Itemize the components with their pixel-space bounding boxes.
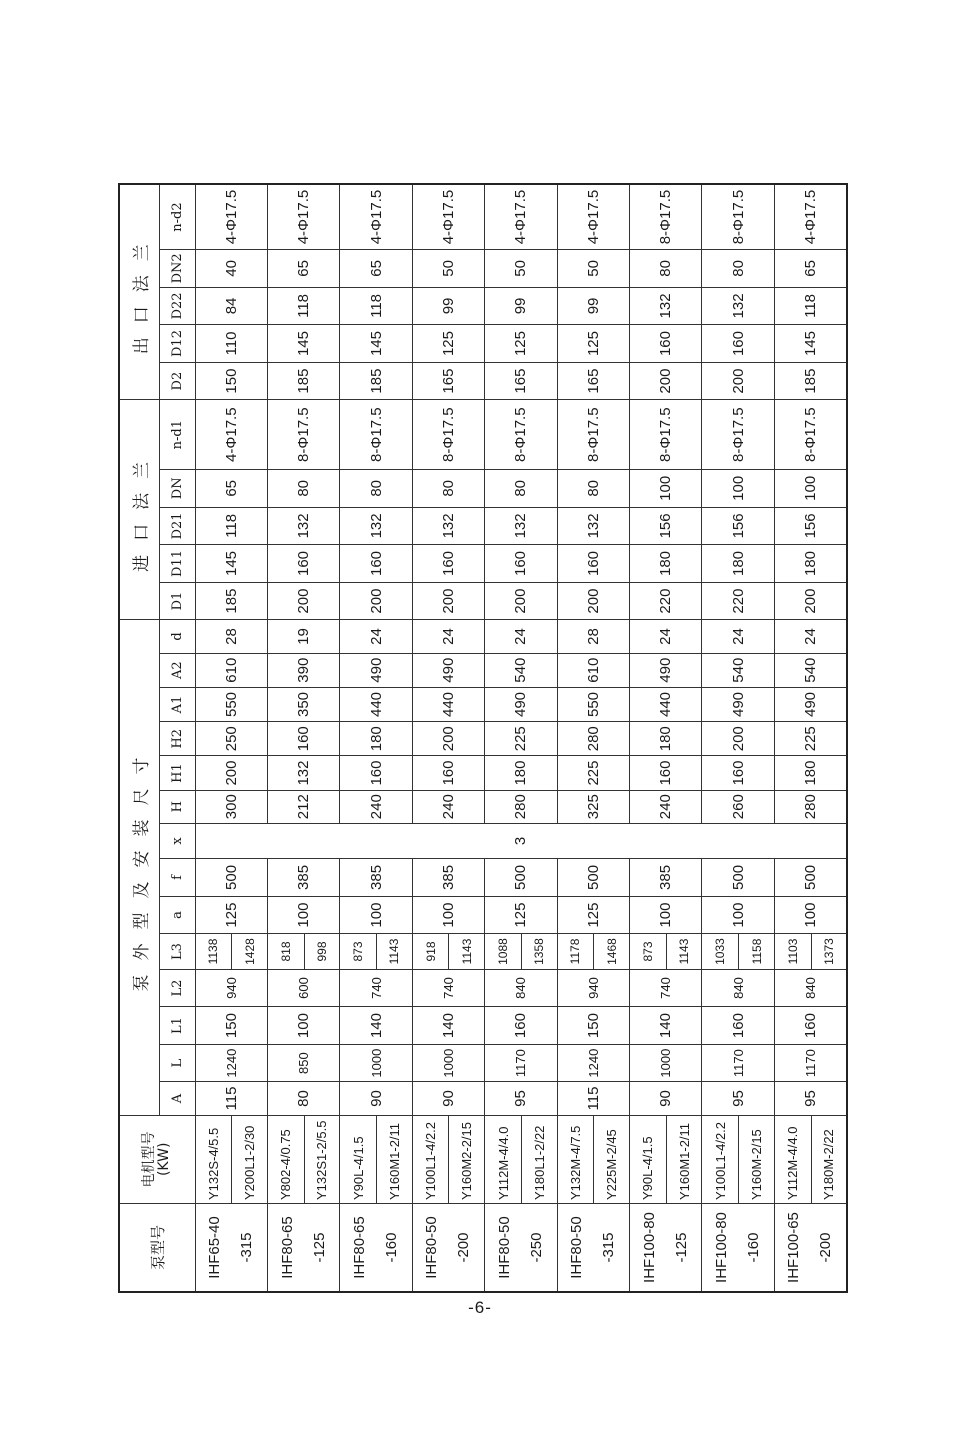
- cell-a1: 440: [412, 687, 484, 721]
- cell-h: 240: [340, 790, 412, 823]
- cell-d21: 132: [485, 507, 557, 545]
- cell-a1: 490: [485, 687, 557, 721]
- cell-a2: 540: [774, 653, 847, 687]
- motor-unit-label: (KW): [156, 1142, 173, 1177]
- col-header-L: L: [159, 1044, 195, 1082]
- cell-l: 1240: [557, 1044, 629, 1082]
- cell-d21: 156: [630, 507, 702, 545]
- cell-a: 95: [485, 1082, 557, 1115]
- cell-a: 100: [774, 896, 847, 934]
- cell-m2: Y180L1-2/22: [521, 1115, 557, 1203]
- cell-l2: 940: [557, 969, 629, 1007]
- cell-dn2: 80: [702, 250, 774, 288]
- cell-h: 280: [485, 790, 557, 823]
- cell-nd1: 8-Φ17.5: [702, 400, 774, 470]
- cell-m1: Y132M-4/7.5: [557, 1115, 594, 1203]
- cell-d1: 200: [485, 582, 557, 620]
- cell-l: 1000: [340, 1044, 412, 1082]
- cell-d22: 99: [557, 287, 629, 325]
- cell-pump: IHF100-80 -125: [630, 1204, 702, 1292]
- cell-a1: 550: [195, 687, 267, 721]
- cell-d1: 200: [412, 582, 484, 620]
- cell-dn2: 40: [195, 250, 267, 288]
- cell-d: 24: [412, 620, 484, 653]
- cell-h1: 132: [267, 756, 339, 790]
- cell-d12: 125: [485, 325, 557, 363]
- cell-l3b: 1373: [811, 934, 847, 969]
- cell-h2: 180: [340, 722, 412, 756]
- col-header-nd2: n-d2: [159, 184, 195, 250]
- cell-a: 100: [412, 896, 484, 934]
- cell-f: 500: [774, 859, 847, 897]
- cell-dn2: 50: [485, 250, 557, 288]
- cell-l: 850: [267, 1044, 339, 1082]
- cell-pump: IHF80-50 -200: [412, 1204, 484, 1292]
- cell-d2: 185: [774, 362, 847, 400]
- cell-m2: Y200L1-2/30: [232, 1115, 268, 1203]
- table-row: [267, 184, 304, 1292]
- col-header-DN: DN: [159, 470, 195, 508]
- cell-a1: 490: [702, 687, 774, 721]
- cell-a2: 490: [340, 653, 412, 687]
- cell-l3b: 1143: [377, 934, 413, 969]
- pump-model-header: 泵型号: [119, 1204, 195, 1292]
- cell-l3b: 1158: [739, 934, 775, 969]
- cell-l3b: 1358: [521, 934, 557, 969]
- outlet-flange-group: 出口法兰: [119, 184, 159, 400]
- pump-dimension-table: [118, 183, 848, 1293]
- col-header-D1: D1: [159, 582, 195, 620]
- cell-h1: 160: [412, 756, 484, 790]
- cell-l3a: 1138: [195, 934, 232, 969]
- cell-h1: 225: [557, 756, 629, 790]
- cell-d: 24: [340, 620, 412, 653]
- cell-a1: 490: [774, 687, 847, 721]
- cell-nd2: 8-Φ17.5: [630, 184, 702, 250]
- cell-a: 115: [195, 1082, 267, 1115]
- cell-dn2: 65: [774, 250, 847, 288]
- cell-d21: 132: [412, 507, 484, 545]
- cell-l3a: 873: [630, 934, 667, 969]
- cell-l3b: 1143: [666, 934, 702, 969]
- cell-dn2: 50: [557, 250, 629, 288]
- cell-nd2: 4-Φ17.5: [195, 184, 267, 250]
- cell-nd1: 8-Φ17.5: [267, 400, 339, 470]
- cell-m1: Y100L1-4/2.2: [412, 1115, 449, 1203]
- cell-d2: 165: [412, 362, 484, 400]
- cell-f: 385: [267, 859, 339, 897]
- cell-nd2: 4-Φ17.5: [557, 184, 629, 250]
- cell-l2: 740: [630, 969, 702, 1007]
- cell-pump: IHF100-65 -200: [774, 1204, 847, 1292]
- col-header-H1: H1: [159, 756, 195, 790]
- table-row: [195, 184, 232, 1292]
- col-header-f: f: [159, 859, 195, 897]
- cell-nd2: 4-Φ17.5: [340, 184, 412, 250]
- table-row: [702, 184, 739, 1292]
- table-row: [340, 184, 377, 1292]
- cell-h2: 225: [774, 722, 847, 756]
- cell-l3a: 873: [340, 934, 377, 969]
- cell-f: 500: [195, 859, 267, 897]
- cell-d22: 118: [340, 287, 412, 325]
- cell-h: 300: [195, 790, 267, 823]
- cell-a2: 540: [702, 653, 774, 687]
- inlet-flange-group: 进口法兰: [119, 400, 159, 620]
- cell-d21: 132: [340, 507, 412, 545]
- cell-a: 100: [267, 896, 339, 934]
- cell-dn: 80: [267, 470, 339, 508]
- cell-d: 24: [774, 620, 847, 653]
- cell-l2: 740: [340, 969, 412, 1007]
- cell-d21: 156: [702, 507, 774, 545]
- cell-a2: 540: [485, 653, 557, 687]
- cell-d22: 118: [774, 287, 847, 325]
- cell-h2: 250: [195, 722, 267, 756]
- page-number: -6-: [468, 1298, 492, 1317]
- cell-d11: 145: [195, 545, 267, 583]
- cell-dn: 65: [195, 470, 267, 508]
- col-header-L1: L1: [159, 1007, 195, 1045]
- motor-model-header: [119, 1115, 195, 1203]
- col-header-L3: L3: [159, 934, 195, 969]
- cell-h1: 160: [702, 756, 774, 790]
- cell-pump: IHF80-50 -315: [557, 1204, 629, 1292]
- cell-d1: 200: [340, 582, 412, 620]
- cell-a: 125: [485, 896, 557, 934]
- cell-d12: 110: [195, 325, 267, 363]
- cell-nd2: 4-Φ17.5: [485, 184, 557, 250]
- cell-d11: 160: [412, 545, 484, 583]
- cell-dn: 100: [702, 470, 774, 508]
- col-header-D2: D2: [159, 362, 195, 400]
- cell-l: 1170: [774, 1044, 847, 1082]
- cell-dn: 100: [774, 470, 847, 508]
- cell-d2: 165: [557, 362, 629, 400]
- cell-l3a: 1088: [485, 934, 522, 969]
- cell-d22: 99: [485, 287, 557, 325]
- cell-m1: Y90L-4/1.5: [630, 1115, 667, 1203]
- cell-d12: 145: [267, 325, 339, 363]
- cell-d12: 125: [557, 325, 629, 363]
- install-dimensions-group: 泵外型及安装尺寸: [119, 620, 159, 1115]
- table-row: [485, 184, 522, 1292]
- cell-l: 1170: [485, 1044, 557, 1082]
- cell-nd1: 8-Φ17.5: [774, 400, 847, 470]
- cell-d1: 185: [195, 582, 267, 620]
- cell-pump: IHF100-80 -160: [702, 1204, 774, 1292]
- cell-d1: 200: [557, 582, 629, 620]
- cell-d12: 160: [702, 325, 774, 363]
- cell-l1: 150: [557, 1007, 629, 1045]
- cell-l2: 940: [195, 969, 267, 1007]
- cell-h1: 160: [630, 756, 702, 790]
- cell-h2: 280: [557, 722, 629, 756]
- cell-d22: 99: [412, 287, 484, 325]
- col-header-D11: D11: [159, 545, 195, 583]
- cell-d11: 160: [340, 545, 412, 583]
- cell-h: 260: [702, 790, 774, 823]
- cell-l: 1170: [702, 1044, 774, 1082]
- cell-a: 90: [340, 1082, 412, 1115]
- cell-d21: 132: [267, 507, 339, 545]
- cell-d21: 118: [195, 507, 267, 545]
- cell-nd2: 4-Φ17.5: [412, 184, 484, 250]
- cell-pump: IHF80-50 -250: [485, 1204, 557, 1292]
- cell-l1: 140: [340, 1007, 412, 1045]
- cell-nd1: 8-Φ17.5: [630, 400, 702, 470]
- cell-a: 100: [340, 896, 412, 934]
- cell-nd1: 8-Φ17.5: [485, 400, 557, 470]
- cell-a: 95: [702, 1082, 774, 1115]
- cell-a: 115: [557, 1082, 629, 1115]
- cell-a1: 440: [630, 687, 702, 721]
- cell-d1: 200: [267, 582, 339, 620]
- cell-a: 100: [630, 896, 702, 934]
- cell-l1: 140: [412, 1007, 484, 1045]
- cell-a2: 390: [267, 653, 339, 687]
- cell-dn: 80: [340, 470, 412, 508]
- cell-l2: 600: [267, 969, 339, 1007]
- cell-l2: 740: [412, 969, 484, 1007]
- cell-l2: 840: [702, 969, 774, 1007]
- cell-d11: 180: [630, 545, 702, 583]
- table-row: [630, 184, 667, 1292]
- cell-a: 125: [195, 896, 267, 934]
- cell-a: 90: [412, 1082, 484, 1115]
- cell-d11: 160: [557, 545, 629, 583]
- cell-m1: Y100L1-4/2.2: [702, 1115, 739, 1203]
- cell-a: 90: [630, 1082, 702, 1115]
- cell-l3b: 998: [304, 934, 340, 969]
- cell-dn2: 50: [412, 250, 484, 288]
- cell-f: 500: [557, 859, 629, 897]
- cell-d2: 185: [340, 362, 412, 400]
- cell-dn: 80: [485, 470, 557, 508]
- cell-nd2: 4-Φ17.5: [267, 184, 339, 250]
- cell-m1: Y90L-4/1.5: [340, 1115, 377, 1203]
- cell-l1: 160: [774, 1007, 847, 1045]
- cell-nd2: 8-Φ17.5: [702, 184, 774, 250]
- cell-f: 385: [340, 859, 412, 897]
- cell-m2: Y160M-2/15: [739, 1115, 775, 1203]
- cell-a2: 610: [557, 653, 629, 687]
- cell-l: 1000: [412, 1044, 484, 1082]
- cell-h1: 180: [774, 756, 847, 790]
- cell-dn2: 80: [630, 250, 702, 288]
- cell-h2: 160: [267, 722, 339, 756]
- cell-d1: 200: [774, 582, 847, 620]
- cell-d22: 118: [267, 287, 339, 325]
- cell-d21: 156: [774, 507, 847, 545]
- cell-m1: Y112M-4/4.0: [485, 1115, 522, 1203]
- cell-dn2: 65: [340, 250, 412, 288]
- cell-h1: 180: [485, 756, 557, 790]
- cell-h2: 225: [485, 722, 557, 756]
- cell-m1: Y132S-4/5.5: [195, 1115, 232, 1203]
- cell-h2: 200: [412, 722, 484, 756]
- cell-l3b: 1428: [232, 934, 268, 969]
- col-header-a: a: [159, 896, 195, 934]
- cell-a2: 610: [195, 653, 267, 687]
- cell-f: 385: [412, 859, 484, 897]
- cell-l1: 160: [702, 1007, 774, 1045]
- cell-d2: 185: [267, 362, 339, 400]
- cell-a: 125: [557, 896, 629, 934]
- cell-m2: Y225M-2/45: [594, 1115, 630, 1203]
- cell-d2: 150: [195, 362, 267, 400]
- cell-l3b: 1143: [449, 934, 485, 969]
- cell-f: 500: [702, 859, 774, 897]
- cell-nd1: 8-Φ17.5: [340, 400, 412, 470]
- cell-d2: 200: [702, 362, 774, 400]
- cell-d: 28: [195, 620, 267, 653]
- cell-d22: 132: [702, 287, 774, 325]
- cell-pump: IHF80-65 -125: [267, 1204, 339, 1292]
- col-header-A: A: [159, 1082, 195, 1115]
- table-row: [412, 184, 449, 1292]
- cell-m1: Y112M-4/4.0: [774, 1115, 811, 1203]
- rotated-table-wrapper: [118, 183, 848, 1293]
- col-header-A1: A1: [159, 687, 195, 721]
- cell-a2: 490: [412, 653, 484, 687]
- cell-l3b: 1468: [594, 934, 630, 969]
- cell-a1: 350: [267, 687, 339, 721]
- cell-h2: 200: [702, 722, 774, 756]
- header-group-row: [119, 184, 159, 1292]
- col-header-A2: A2: [159, 653, 195, 687]
- cell-f: 500: [485, 859, 557, 897]
- cell-nd1: 8-Φ17.5: [557, 400, 629, 470]
- cell-d12: 145: [340, 325, 412, 363]
- cell-h2: 180: [630, 722, 702, 756]
- cell-d22: 84: [195, 287, 267, 325]
- cell-m2: Y160M2-2/15: [449, 1115, 485, 1203]
- cell-dn2: 65: [267, 250, 339, 288]
- cell-nd1: 4-Φ17.5: [195, 400, 267, 470]
- cell-pump: IHF80-65 -160: [340, 1204, 412, 1292]
- table-row: [557, 184, 594, 1292]
- cell-a: 80: [267, 1082, 339, 1115]
- cell-d: 24: [702, 620, 774, 653]
- cell-nd2: 4-Φ17.5: [774, 184, 847, 250]
- cell-d: 28: [557, 620, 629, 653]
- cell-l1: 100: [267, 1007, 339, 1045]
- cell-dn: 80: [412, 470, 484, 508]
- cell-m2: Y180M-2/22: [811, 1115, 847, 1203]
- cell-d21: 132: [557, 507, 629, 545]
- cell-l3a: 918: [412, 934, 449, 969]
- cell-d11: 160: [485, 545, 557, 583]
- motor-model-label: 电机型号: [141, 1131, 158, 1188]
- cell-d12: 160: [630, 325, 702, 363]
- col-header-D21: D21: [159, 507, 195, 545]
- table-row: [774, 184, 811, 1292]
- cell-pump: IHF65-40 -315: [195, 1204, 267, 1292]
- col-header-L2: L2: [159, 969, 195, 1007]
- col-header-DN2: DN2: [159, 250, 195, 288]
- cell-a: 95: [774, 1082, 847, 1115]
- col-header-D22: D22: [159, 287, 195, 325]
- table-body: [195, 184, 847, 1292]
- col-header-H: H: [159, 790, 195, 823]
- cell-d12: 125: [412, 325, 484, 363]
- cell-h1: 200: [195, 756, 267, 790]
- cell-dn: 80: [557, 470, 629, 508]
- cell-h: 212: [267, 790, 339, 823]
- cell-d: 24: [630, 620, 702, 653]
- cell-l3a: 1033: [702, 934, 739, 969]
- cell-f: 385: [630, 859, 702, 897]
- cell-d1: 220: [702, 582, 774, 620]
- cell-d22: 132: [630, 287, 702, 325]
- cell-d2: 200: [630, 362, 702, 400]
- cell-h: 240: [412, 790, 484, 823]
- cell-d11: 180: [702, 545, 774, 583]
- cell-d11: 180: [774, 545, 847, 583]
- cell-l1: 150: [195, 1007, 267, 1045]
- cell-nd1: 8-Φ17.5: [412, 400, 484, 470]
- cell-m2: Y132S1-2/5.5: [304, 1115, 340, 1203]
- cell-d12: 145: [774, 325, 847, 363]
- cell-x: 3: [195, 823, 847, 858]
- cell-l1: 140: [630, 1007, 702, 1045]
- cell-m2: Y160M1-2/11: [666, 1115, 702, 1203]
- cell-a1: 550: [557, 687, 629, 721]
- cell-l3a: 1103: [774, 934, 811, 969]
- cell-h: 325: [557, 790, 629, 823]
- cell-a1: 440: [340, 687, 412, 721]
- col-header-nd1: n-d1: [159, 400, 195, 470]
- cell-d11: 160: [267, 545, 339, 583]
- cell-l1: 160: [485, 1007, 557, 1045]
- cell-dn: 100: [630, 470, 702, 508]
- cell-l3a: 1178: [557, 934, 594, 969]
- cell-d: 19: [267, 620, 339, 653]
- col-header-D12: D12: [159, 325, 195, 363]
- cell-l2: 840: [485, 969, 557, 1007]
- cell-l2: 840: [774, 969, 847, 1007]
- cell-l3a: 818: [267, 934, 304, 969]
- cell-d2: 165: [485, 362, 557, 400]
- cell-h1: 160: [340, 756, 412, 790]
- cell-d1: 220: [630, 582, 702, 620]
- col-header-d: d: [159, 620, 195, 653]
- cell-a: 100: [702, 896, 774, 934]
- col-header-H2: H2: [159, 722, 195, 756]
- cell-l: 1240: [195, 1044, 267, 1082]
- cell-m2: Y160M1-2/11: [377, 1115, 413, 1203]
- cell-l: 1000: [630, 1044, 702, 1082]
- cell-m1: Y802-4/0.75: [267, 1115, 304, 1203]
- cell-d: 24: [485, 620, 557, 653]
- cell-h: 280: [774, 790, 847, 823]
- cell-a2: 490: [630, 653, 702, 687]
- col-header-x: x: [159, 823, 195, 858]
- cell-h: 240: [630, 790, 702, 823]
